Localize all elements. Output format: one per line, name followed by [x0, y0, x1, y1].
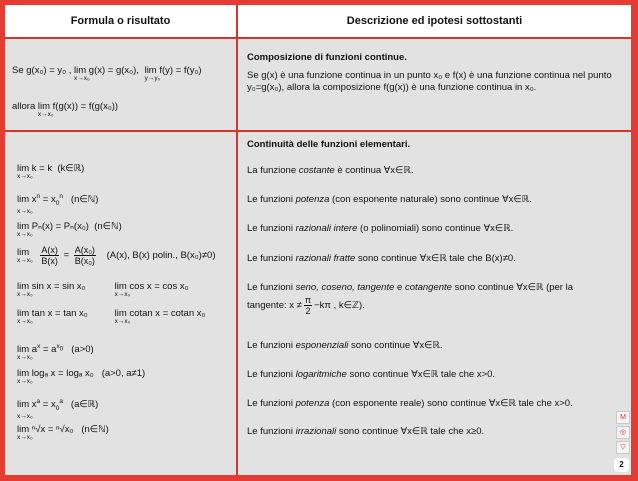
- lim-text: lim: [17, 194, 30, 206]
- formula-text: f(g(x)) = f(g(x₀)): [52, 101, 119, 112]
- limit-subscript: x→x₀: [114, 318, 131, 325]
- formula-text: Pₙ(x) = Pₙ(x₀): [31, 221, 89, 232]
- section-title-continuity: Continuità delle funzioni elementari.: [247, 139, 411, 150]
- formula-polynomial: [17, 221, 125, 238]
- numerator: π: [304, 295, 312, 305]
- formula-text: cotan x = cotan x₀: [129, 308, 206, 319]
- description-italic: razionali fratte: [295, 253, 356, 264]
- formula-condition: (a>0, a≠1): [101, 368, 146, 379]
- description-text: Le funzioni: [247, 426, 296, 437]
- limit-subscript: x→x₀: [17, 318, 33, 325]
- formula-text: g(x) = g(x₀),: [88, 65, 139, 76]
- description-italic: logaritmiche: [295, 369, 347, 380]
- limit-subscript: x→x₀: [17, 173, 33, 180]
- description-polynomial: [247, 223, 625, 235]
- lim-text: lim: [17, 247, 30, 258]
- description-text: −kπ , k∈ℤ).: [314, 300, 365, 312]
- formula-text: tan x = tan x₀: [31, 308, 88, 319]
- description-italic: cotangente: [404, 282, 452, 293]
- lim-text: lim: [114, 308, 127, 319]
- description-text: sono continue ∀x∈ℝ tale che x>0.: [346, 369, 496, 380]
- description-italic: potenza: [295, 194, 330, 205]
- header-description: Descrizione ed ipotesi sottostanti: [238, 5, 631, 37]
- formula-sin-cos: [17, 281, 192, 298]
- section-divider: [5, 130, 631, 132]
- description-exponential: [247, 340, 625, 352]
- description-rational: [247, 253, 625, 265]
- formula-text: sin x = sin x₀: [31, 281, 86, 292]
- limit-subscript: x→x₀: [17, 434, 33, 441]
- fraction: [74, 245, 96, 266]
- formula-text: Se g(x₀) = y₀ ,: [12, 65, 72, 76]
- lim-text: lim: [17, 163, 30, 174]
- description-text: (con esponente reale) sono continue ∀x∈ℝ tale che x>0.: [329, 398, 573, 409]
- lim-text: lim: [17, 308, 30, 319]
- header-formula: Formula o risultato: [5, 5, 238, 37]
- formula-text: x: [31, 194, 37, 206]
- formula-condition: (a∈ℝ): [70, 399, 99, 411]
- limit: $\lim a^x = a^{x_0}$ (a>0) x→x₀: [17, 343, 94, 362]
- formula-text: f(y) = f(y₀): [159, 65, 202, 76]
- description-trig: [247, 282, 625, 294]
- formula-text: cos x = cos x₀: [129, 281, 189, 292]
- formula-logarithm: [17, 368, 148, 385]
- column-divider: [236, 5, 238, 475]
- formula-condition: (a>0): [71, 344, 94, 356]
- lim-text: lim: [17, 281, 30, 292]
- limit-subscript: x→x₀: [37, 111, 54, 118]
- limit: [17, 424, 109, 441]
- limit: lim f(y) = f(y₀) y→y₀: [144, 65, 202, 82]
- limit: [17, 281, 109, 298]
- limit-subscript: x→x₀: [17, 208, 33, 216]
- lim-text: lim: [114, 281, 127, 292]
- description-text: Le funzioni: [247, 223, 296, 234]
- description-italic: seno, coseno, tangente: [295, 282, 395, 293]
- limit: [115, 281, 189, 298]
- limit-subscript: x→x₀: [17, 291, 33, 298]
- denominator: B(x): [41, 256, 58, 266]
- description-logarithm: [247, 369, 625, 381]
- numerator: A(x): [41, 245, 58, 255]
- formula-condition: (n∈ℕ): [81, 424, 109, 435]
- formula-text: logₐ x = logₐ x₀: [31, 368, 94, 379]
- limit-subscript: x→x₀: [17, 231, 33, 238]
- description-irrational: [247, 426, 625, 438]
- limit-subscript: x→x₀: [74, 75, 90, 82]
- formula-constant: [17, 163, 87, 180]
- denominator: 2: [305, 306, 311, 316]
- formula-text: = x: [40, 399, 56, 411]
- formula-text: ⁿ√x = ⁿ√x₀: [31, 424, 74, 435]
- limit: $\lim x^n = x_0^n$ (n∈ℕ) x→x₀: [17, 193, 99, 216]
- description-constant: [247, 165, 625, 177]
- description-text: (con esponente naturale) sono continue ∀x∈ℝ.: [329, 194, 532, 205]
- description-text: La funzione: [247, 165, 299, 176]
- formula-text: allora: [12, 101, 36, 112]
- fraction: [40, 245, 59, 266]
- limit-subscript: y→y₀: [144, 75, 161, 82]
- limit: lim f(g(x)) = f(g(x₀)) x→x₀: [37, 101, 119, 118]
- description-text: sono continue ∀x∈ℝ tale che x≥0.: [336, 426, 485, 437]
- description-text: tangente: x ≠: [247, 300, 302, 312]
- description-text: Le funzioni: [247, 398, 296, 409]
- formula-text: = x: [40, 194, 56, 206]
- formula-tan-cotan: [17, 308, 208, 325]
- formula-condition: (k∈ℝ): [57, 163, 85, 174]
- numerator: A(x₀): [74, 245, 95, 255]
- description-text: sono continue ∀x∈ℝ (per la: [451, 282, 574, 293]
- exponent: n: [36, 193, 41, 200]
- formula-real-power: [17, 396, 101, 420]
- fraction: [304, 295, 312, 316]
- header-divider: [5, 37, 631, 39]
- description-italic: irrazionali: [295, 426, 337, 437]
- description-text: è continua ∀x∈ℝ.: [334, 165, 414, 176]
- formula-condition: (n∈ℕ): [70, 194, 99, 206]
- formula-root: [17, 424, 112, 441]
- description-text: e: [394, 282, 405, 293]
- limit-subscript: x→x₀: [17, 378, 33, 385]
- description-italic: razionali intere: [295, 223, 358, 234]
- lim-text: lim: [17, 368, 30, 379]
- description-text: Le funzioni: [247, 340, 296, 351]
- limit: $\lim x^a = x_0^a$ (a∈ℝ) x→x₀: [17, 398, 99, 421]
- formula-text: = a: [40, 344, 57, 356]
- lim-text: lim: [17, 399, 30, 411]
- limit: lim g(x) = g(x₀), x→x₀: [74, 65, 139, 82]
- denominator: B(x₀): [74, 256, 95, 266]
- description-text: Le funzioni: [247, 369, 296, 380]
- description-text: Le funzioni: [247, 282, 296, 293]
- formula-composition-2: [12, 101, 121, 118]
- limit-subscript: x→x₀: [17, 413, 33, 421]
- formula-condition: (n∈ℕ): [94, 221, 122, 232]
- lim-text: lim: [17, 221, 30, 232]
- formula-text: k = k: [31, 163, 53, 174]
- description-italic: potenza: [295, 398, 330, 409]
- description-text: sono continue ∀x∈ℝ tale che B(x)≠0.: [355, 253, 516, 264]
- formula-composition-1: [12, 65, 205, 82]
- down-arrow-icon[interactable]: ▽: [616, 441, 630, 454]
- limit-subscript: x→x₀: [17, 257, 33, 264]
- limit-subscript: x→x₀: [17, 354, 33, 362]
- lim-text: lim: [17, 424, 30, 435]
- formula-rational: lim x→x₀ $\frac{A(x)}{B(x)}$ = $\frac{\text{A(x₀)}}{\text{B(x₀)}}$ (A(x), B(x) polin., B(x₀)≠0): [17, 245, 216, 266]
- limit: [17, 221, 122, 238]
- formula-condition: (A(x), B(x) polin., B(x₀)≠0): [106, 249, 216, 261]
- description-text: Le funzioni: [247, 253, 296, 264]
- description-composition: Se g(x) è una funzione continua in un punto x₀ e f(x) è una funzione continua nel punto y₀=g(x₀), allora la composizione f(g(x)) è una funzione continua in x₀.: [247, 70, 612, 93]
- limit: [17, 247, 33, 264]
- formula-power: [17, 191, 101, 215]
- description-italic: costante: [298, 165, 335, 176]
- lim-text: lim: [17, 344, 30, 356]
- description-text: Le funzioni: [247, 194, 296, 205]
- formula-text: a: [31, 344, 38, 356]
- limit: [17, 163, 84, 180]
- limit: [115, 308, 206, 325]
- formula-exponential: [17, 341, 97, 361]
- section-title-composition: Composizione di funzioni continue.: [247, 52, 407, 63]
- exponent: n: [59, 193, 63, 200]
- formula-text: x: [31, 399, 37, 411]
- description-real-power: [247, 398, 625, 410]
- description-italic: esponenziali: [295, 340, 349, 351]
- limit-subscript: x→x₀: [114, 291, 131, 298]
- target-icon[interactable]: ◎: [616, 426, 630, 439]
- limit: [17, 308, 109, 325]
- description-power: [247, 194, 625, 206]
- menu-icon[interactable]: M: [616, 411, 630, 424]
- page-number: 2: [614, 458, 629, 472]
- document-page: [5, 5, 631, 475]
- limit: [17, 368, 145, 385]
- description-trig-2: [247, 295, 625, 316]
- description-text: (o polinomiali) sono continue ∀x∈ℝ.: [357, 223, 514, 234]
- description-text: sono continue ∀x∈ℝ.: [348, 340, 443, 351]
